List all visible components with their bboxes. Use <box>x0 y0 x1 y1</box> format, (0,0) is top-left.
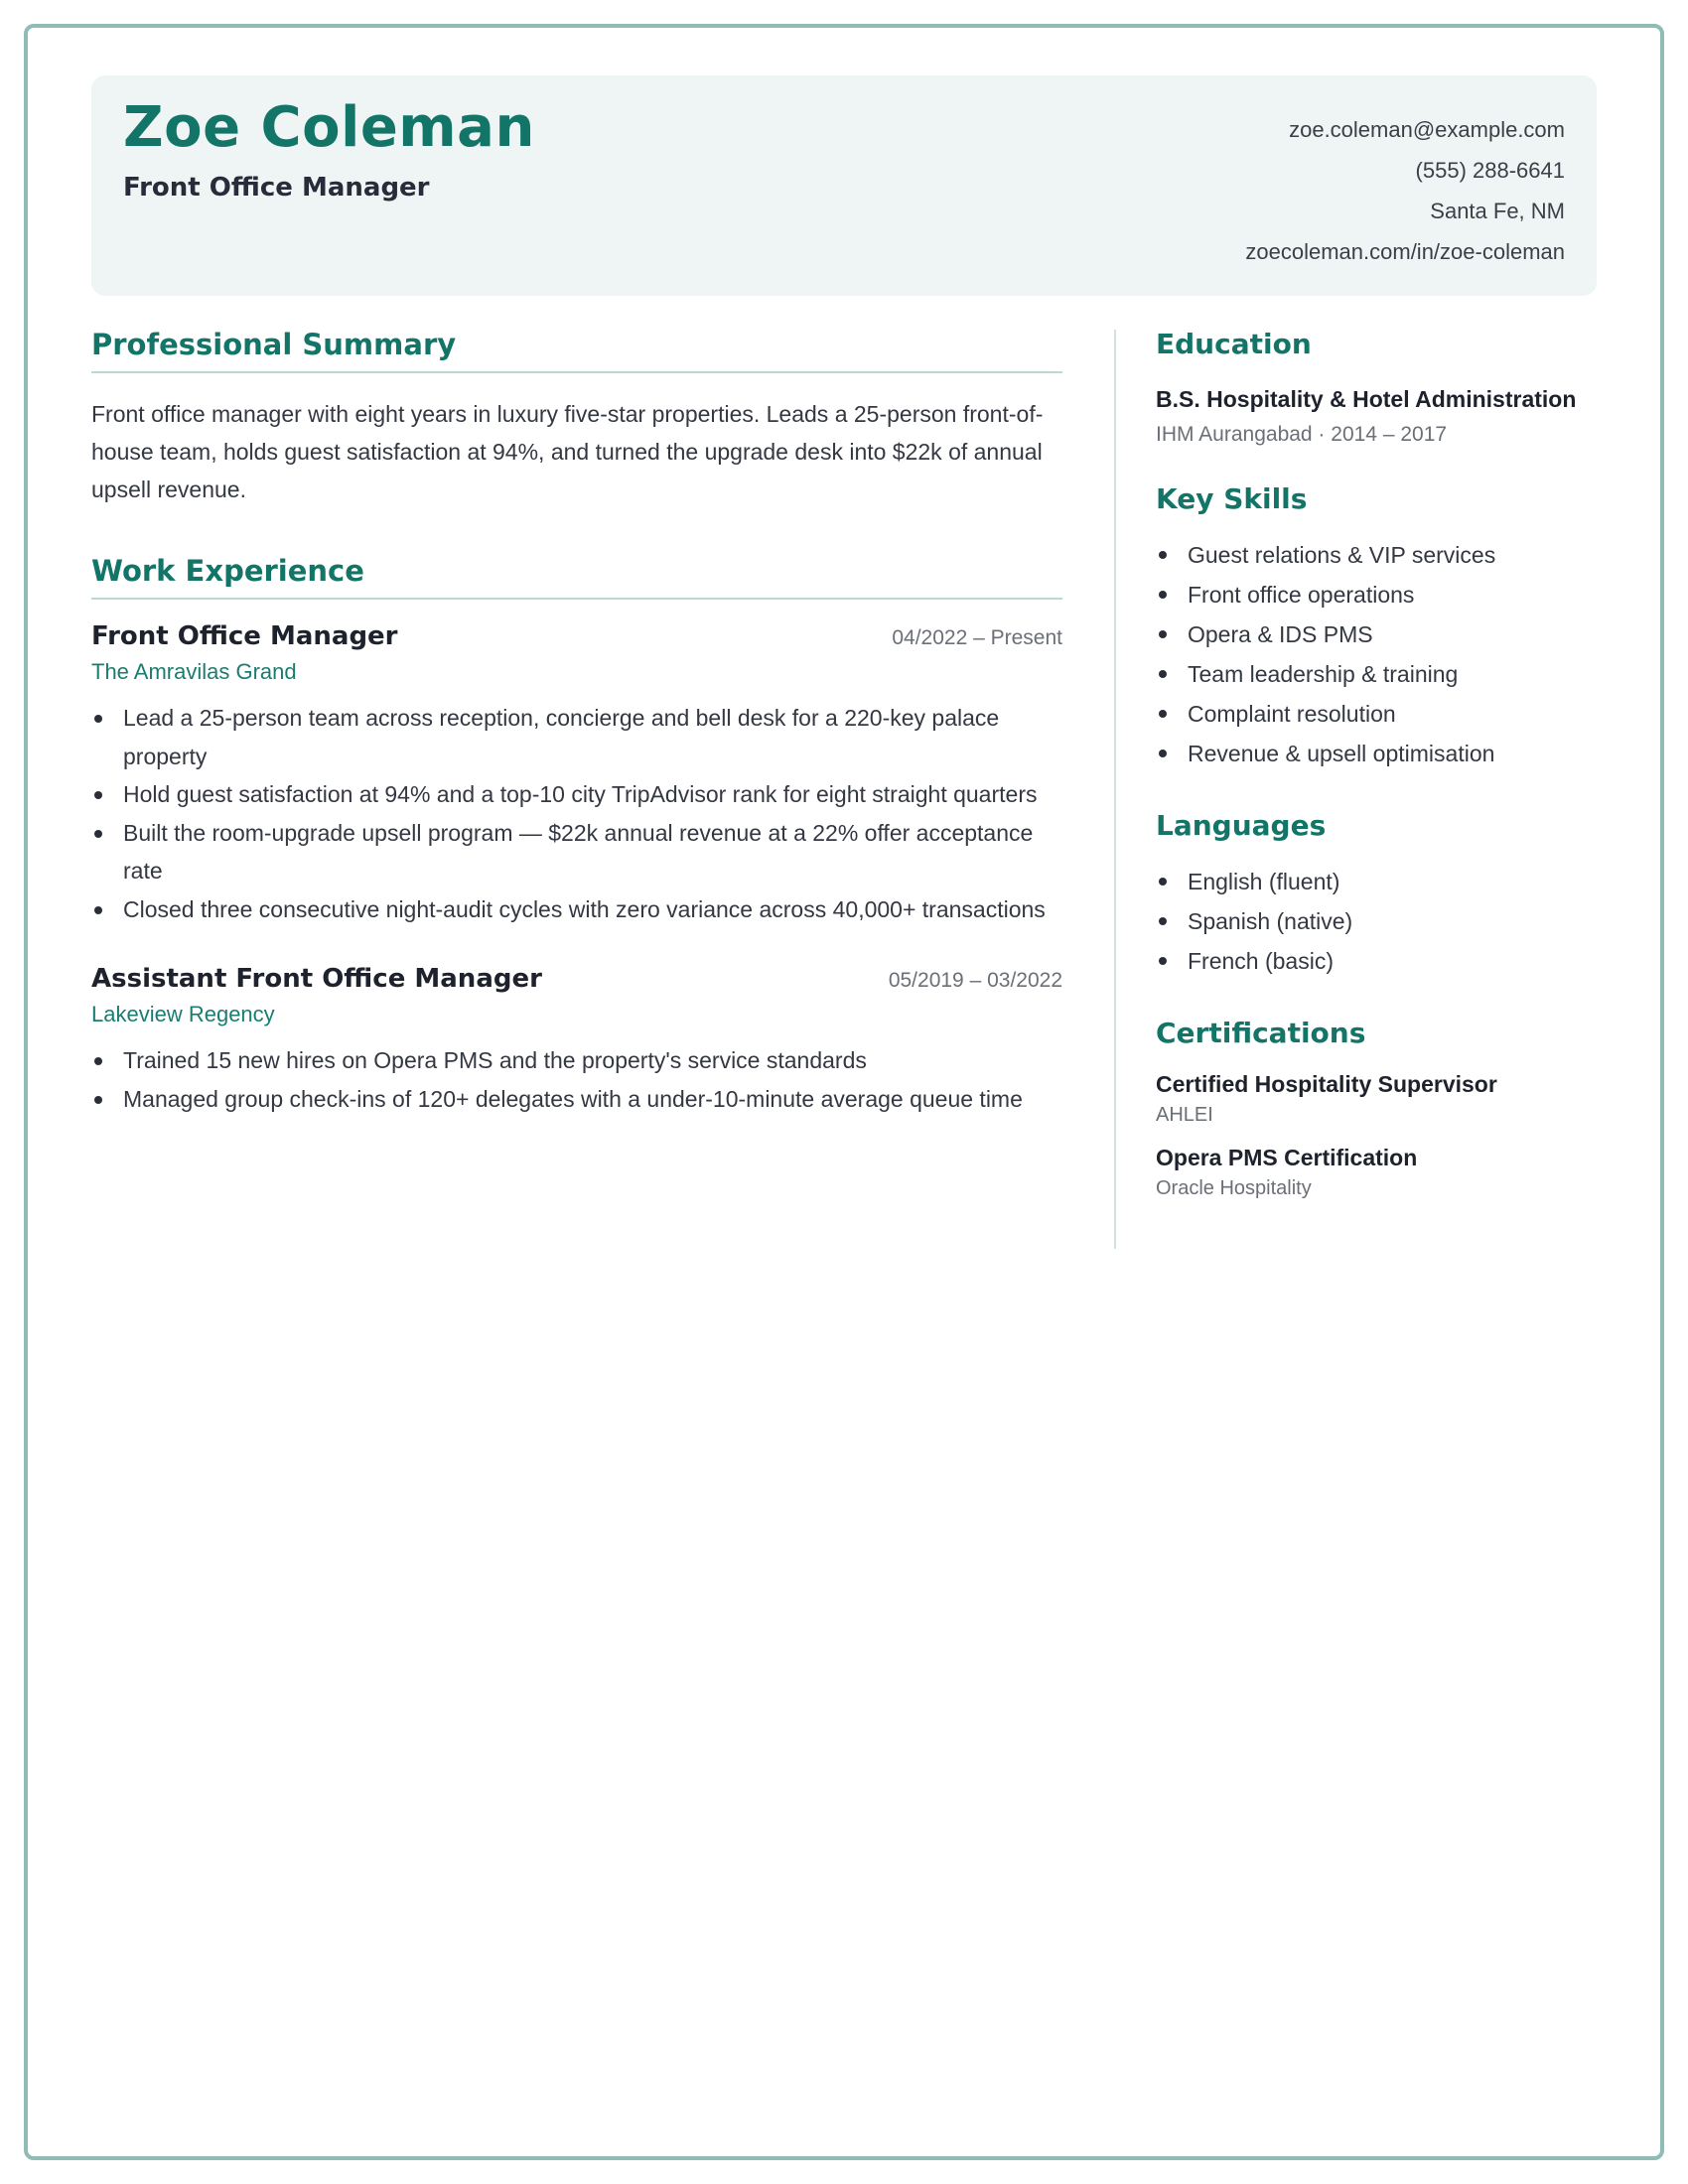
skills-section <box>1156 482 1613 773</box>
languages-list <box>1156 862 1613 981</box>
skill-item: Revenue & upsell optimisation <box>1156 734 1613 773</box>
languages-section <box>1156 809 1613 981</box>
column-divider <box>1114 330 1116 1249</box>
summary-text: Front office manager with eight years in luxury five-star properties. Leads a 25-person front-of-house team, holds guest satisfaction at 94%, and turned the upgrade desk into $22k of annual upsell revenue. <box>91 401 1044 502</box>
skill-item: Opera & IDS PMS <box>1156 614 1613 654</box>
candidate-name: Zoe Coleman <box>123 95 535 160</box>
main-column <box>91 328 1062 1118</box>
job-company: Lakeview Regency <box>91 1002 275 1026</box>
languages-heading: Languages <box>1156 809 1327 842</box>
skills-heading: Key Skills <box>1156 482 1308 515</box>
contact-location: Santa Fe, NM <box>1430 199 1565 223</box>
education-section <box>1156 328 1613 447</box>
skill-item: Guest relations & VIP services <box>1156 535 1613 575</box>
education-degree: B.S. Hospitality & Hotel Administration <box>1156 386 1577 412</box>
job-bullet: Trained 15 new hires on Opera PMS and the property's service standards <box>91 1041 1062 1080</box>
skills-list <box>1156 535 1613 773</box>
language-item: French (basic) <box>1156 941 1613 981</box>
job-dates: 04/2022 – Present <box>892 626 1062 649</box>
experience-heading: Work Experience <box>91 554 1062 600</box>
certification-name: Opera PMS Certification <box>1156 1145 1418 1170</box>
job-title: Front Office Manager <box>91 621 398 651</box>
job-bullets <box>91 699 1062 928</box>
certification-issuer: AHLEI <box>1156 1104 1213 1126</box>
candidate-title: Front Office Manager <box>123 173 430 203</box>
sidebar-column <box>1156 328 1613 1200</box>
skill-item: Complaint resolution <box>1156 694 1613 734</box>
contact-email[interactable]: zoe.coleman@example.com <box>1289 117 1565 142</box>
job-entry <box>91 964 1062 1118</box>
job-entry <box>91 621 1062 928</box>
contact-website[interactable]: zoecoleman.com/in/zoe-coleman <box>1245 239 1565 264</box>
resume-header <box>91 75 1597 296</box>
job-company: The Amravilas Grand <box>91 659 297 684</box>
job-bullet: Built the room-upgrade upsell program — $22k annual revenue at a 22% offer acceptance rate <box>91 814 1062 890</box>
skill-item: Front office operations <box>1156 575 1613 614</box>
job-bullet: Hold guest satisfaction at 94% and a top-10 city TripAdvisor rank for eight straight quarters <box>91 775 1062 814</box>
language-item: English (fluent) <box>1156 862 1613 901</box>
job-dates: 05/2019 – 03/2022 <box>888 969 1062 992</box>
skill-item: Team leadership & training <box>1156 654 1613 694</box>
summary-heading: Professional Summary <box>91 328 1062 373</box>
job-bullets <box>91 1041 1062 1118</box>
contact-phone: (555) 288-6641 <box>1415 158 1565 183</box>
certification-item <box>1156 1145 1613 1200</box>
language-item: Spanish (native) <box>1156 901 1613 941</box>
contact-info <box>1245 109 1565 272</box>
certification-issuer: Oracle Hospitality <box>1156 1177 1312 1199</box>
job-bullet: Closed three consecutive night-audit cycles with zero variance across 40,000+ transactions <box>91 890 1062 929</box>
education-heading: Education <box>1156 328 1312 360</box>
certifications-section <box>1156 1017 1613 1200</box>
certifications-heading: Certifications <box>1156 1017 1366 1049</box>
job-bullet: Managed group check-ins of 120+ delegates with a under-10-minute average queue time <box>91 1080 1062 1119</box>
education-meta: IHM Aurangabad · 2014 – 2017 <box>1156 423 1448 446</box>
certification-name: Certified Hospitality Supervisor <box>1156 1071 1497 1097</box>
job-bullet: Lead a 25-person team across reception, concierge and bell desk for a 220-key palace property <box>91 699 1062 775</box>
certification-item <box>1156 1071 1613 1127</box>
job-title: Assistant Front Office Manager <box>91 964 542 994</box>
